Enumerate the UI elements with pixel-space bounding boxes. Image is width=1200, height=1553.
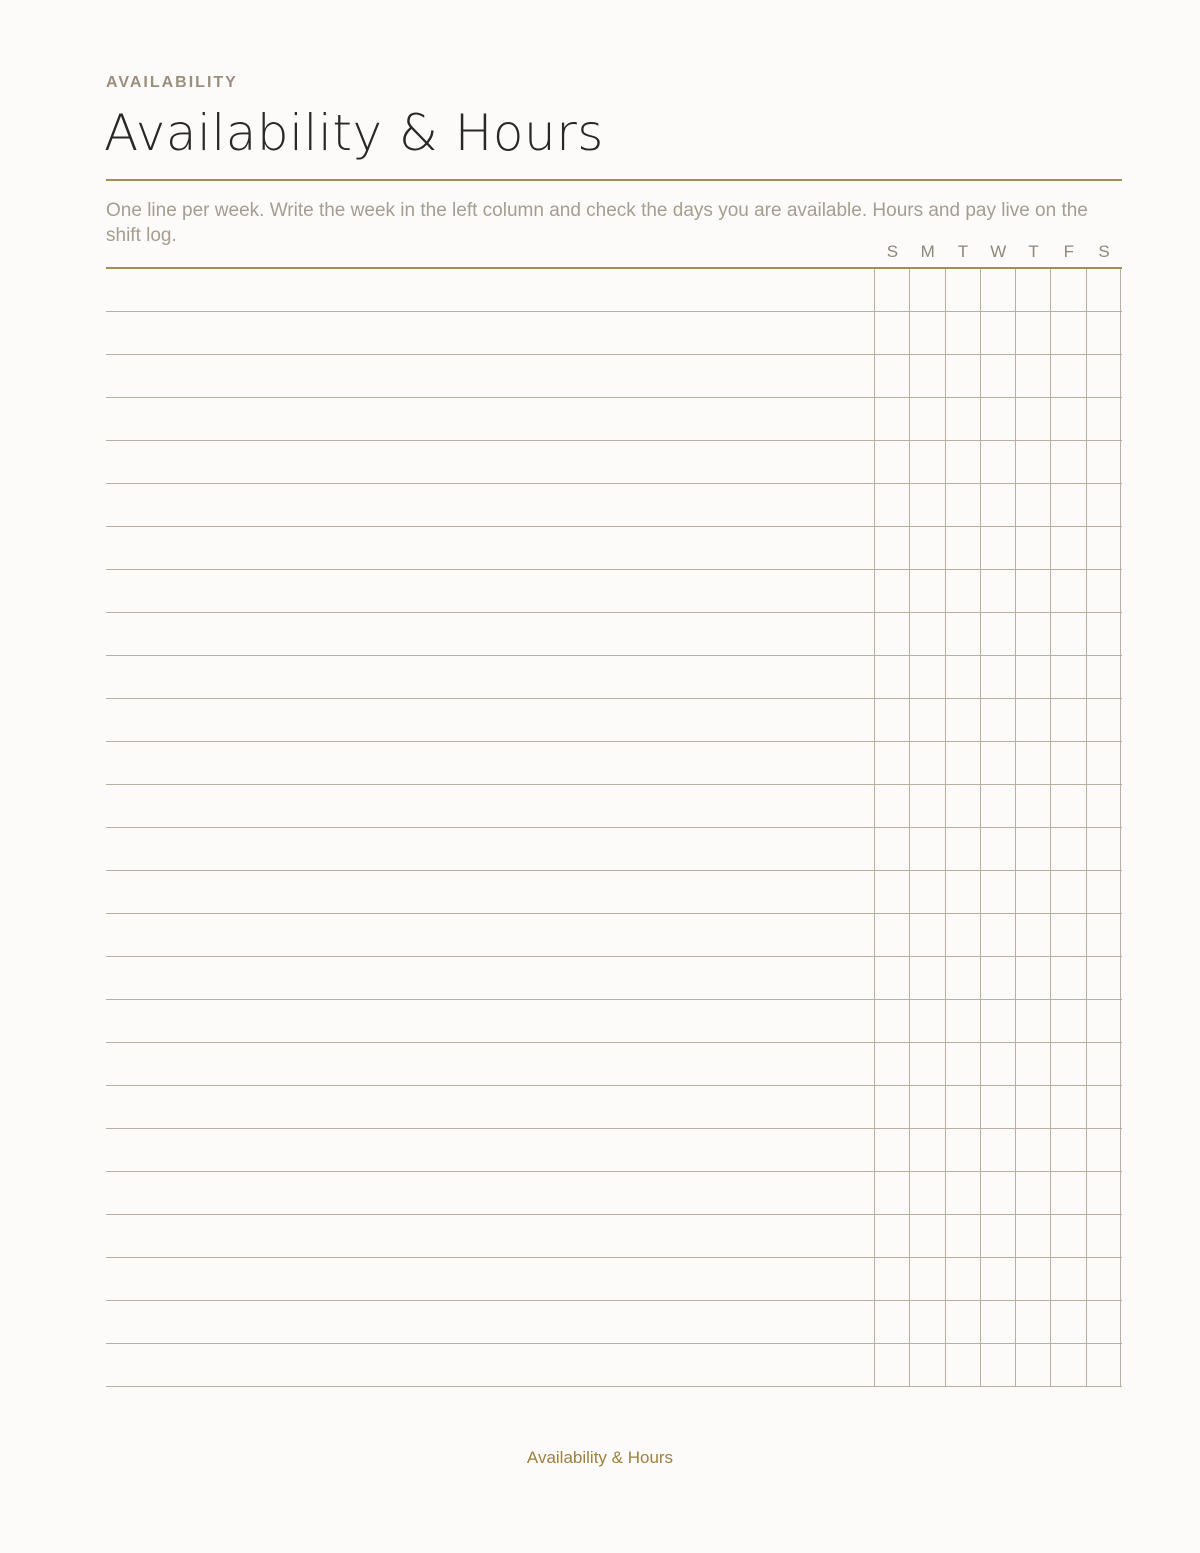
week-entry-field[interactable]	[106, 871, 874, 913]
day-checkbox-cell[interactable]	[1015, 1129, 1050, 1171]
day-checkbox-cell[interactable]	[1015, 1086, 1050, 1128]
day-checkbox-cell[interactable]	[945, 957, 980, 999]
day-checkbox-cell[interactable]	[1050, 570, 1085, 612]
day-checkbox-cell[interactable]	[1015, 1344, 1050, 1386]
day-checkbox-cell[interactable]	[874, 1215, 909, 1257]
day-checkbox-cell[interactable]	[1015, 355, 1050, 397]
day-checkbox-cell[interactable]	[1050, 1086, 1085, 1128]
day-checkbox-cell[interactable]	[909, 656, 944, 698]
day-checkbox-cell[interactable]	[1050, 398, 1085, 440]
day-checkbox-cell[interactable]	[980, 1344, 1015, 1386]
day-checkbox-cell[interactable]	[1015, 871, 1050, 913]
day-checkbox-cell[interactable]	[1015, 1043, 1050, 1085]
day-checkbox-cell[interactable]	[1086, 1129, 1121, 1171]
table-row	[106, 1086, 1122, 1129]
day-checkbox-cell[interactable]	[1086, 1000, 1121, 1042]
day-checkbox-cell[interactable]	[874, 613, 909, 655]
week-entry-field[interactable]	[106, 613, 874, 655]
day-checkbox-cell[interactable]	[1015, 742, 1050, 784]
week-entry-field[interactable]	[106, 828, 874, 870]
day-checkbox-cell[interactable]	[1050, 269, 1085, 311]
day-checkbox-cell[interactable]	[1086, 742, 1121, 784]
day-checkbox-cell[interactable]	[945, 1215, 980, 1257]
day-checkbox-cell[interactable]	[1086, 699, 1121, 741]
day-checkbox-cell[interactable]	[909, 355, 944, 397]
day-checkbox-cell[interactable]	[909, 1301, 944, 1343]
day-checkbox-cell[interactable]	[980, 1086, 1015, 1128]
week-entry-field[interactable]	[106, 957, 874, 999]
day-checkbox-cell[interactable]	[909, 398, 944, 440]
table-row	[106, 1043, 1122, 1086]
table-row	[106, 1258, 1122, 1301]
day-checkbox-cell[interactable]	[1015, 527, 1050, 569]
day-label-fri: F	[1063, 242, 1075, 261]
day-checkbox-cell[interactable]	[1086, 871, 1121, 913]
day-checkbox-cell[interactable]	[1086, 1258, 1121, 1300]
day-checkbox-cell[interactable]	[980, 269, 1015, 311]
day-checkbox-cell[interactable]	[1015, 785, 1050, 827]
day-checkbox-cell[interactable]	[1086, 312, 1121, 354]
week-entry-field[interactable]	[106, 656, 874, 698]
day-checkbox-cell[interactable]	[1050, 1258, 1085, 1300]
day-checkbox-cell[interactable]	[1015, 828, 1050, 870]
day-checkbox-cell[interactable]	[874, 1258, 909, 1300]
day-checkbox-cell[interactable]	[874, 441, 909, 483]
day-checkbox-cell[interactable]	[909, 312, 944, 354]
day-checkbox-cell[interactable]	[1050, 1000, 1085, 1042]
day-checkbox-cell[interactable]	[945, 742, 980, 784]
day-checkbox-cell[interactable]	[874, 699, 909, 741]
day-checkbox-cell[interactable]	[909, 785, 944, 827]
day-checkbox-cell[interactable]	[980, 312, 1015, 354]
day-checkbox-cell[interactable]	[1086, 484, 1121, 526]
day-checkbox-cell[interactable]	[1050, 613, 1085, 655]
table-row	[106, 914, 1122, 957]
day-checkbox-cell[interactable]	[1086, 1043, 1121, 1085]
day-checkbox-cell[interactable]	[909, 269, 944, 311]
day-checkbox-cell[interactable]	[909, 957, 944, 999]
day-checkbox-cell[interactable]	[1086, 355, 1121, 397]
day-checkbox-cell[interactable]	[945, 613, 980, 655]
day-checkbox-cell[interactable]	[945, 1172, 980, 1214]
day-checkbox-cell[interactable]	[909, 828, 944, 870]
day-checkbox-cell[interactable]	[980, 355, 1015, 397]
table-row	[106, 785, 1122, 828]
table-row	[106, 1344, 1122, 1387]
day-checkbox-cell[interactable]	[874, 527, 909, 569]
day-checkbox-cell[interactable]	[980, 527, 1015, 569]
table-row	[106, 828, 1122, 871]
day-checkbox-cell[interactable]	[1015, 1258, 1050, 1300]
table-row	[106, 312, 1122, 355]
day-checkbox-cell[interactable]	[874, 1301, 909, 1343]
page-title: Availability & Hours	[104, 104, 604, 162]
week-entry-field[interactable]	[106, 699, 874, 741]
day-checkbox-cell[interactable]	[1086, 570, 1121, 612]
day-checkbox-cell[interactable]	[1050, 828, 1085, 870]
week-entry-field[interactable]	[106, 1258, 874, 1300]
day-checkbox-cell[interactable]	[980, 785, 1015, 827]
day-checkbox-cell[interactable]	[874, 1129, 909, 1171]
day-checkbox-cell[interactable]	[1086, 1301, 1121, 1343]
day-checkbox-cell[interactable]	[1050, 1344, 1085, 1386]
day-checkbox-cell[interactable]	[874, 914, 909, 956]
day-checkbox-cell[interactable]	[945, 914, 980, 956]
day-checkbox-cell[interactable]	[874, 1043, 909, 1085]
week-entry-field[interactable]	[106, 1129, 874, 1171]
table-row	[106, 1301, 1122, 1344]
day-checkbox-cell[interactable]	[1086, 957, 1121, 999]
day-checkbox-cell[interactable]	[1015, 699, 1050, 741]
week-entry-field[interactable]	[106, 1215, 874, 1257]
intro-text: One line per week. Write the week in the left column and check the days you are available. Hours and pay live on the shift log.	[106, 200, 1088, 246]
day-checkbox-cell[interactable]	[1015, 957, 1050, 999]
day-checkbox-cell[interactable]	[980, 957, 1015, 999]
day-checkbox-cell[interactable]	[1086, 828, 1121, 870]
day-label-thu: T	[1028, 242, 1040, 261]
day-checkbox-cell[interactable]	[945, 312, 980, 354]
day-checkbox-cell[interactable]	[945, 871, 980, 913]
day-checkbox-cell[interactable]	[1050, 785, 1085, 827]
day-checkbox-cell[interactable]	[874, 1086, 909, 1128]
day-checkbox-cell[interactable]	[980, 613, 1015, 655]
day-checkbox-cell[interactable]	[1050, 957, 1085, 999]
day-checkbox-cell[interactable]	[1050, 441, 1085, 483]
day-checkbox-cell[interactable]	[909, 871, 944, 913]
day-checkbox-cell[interactable]	[909, 1000, 944, 1042]
day-checkbox-cell[interactable]	[980, 656, 1015, 698]
day-checkbox-cell[interactable]	[980, 742, 1015, 784]
section-eyebrow: AVAILABILITY	[106, 74, 238, 91]
day-checkbox-cell[interactable]	[1015, 914, 1050, 956]
day-checkbox-cell[interactable]	[874, 957, 909, 999]
day-checkbox-cell[interactable]	[874, 570, 909, 612]
day-checkbox-cell[interactable]	[874, 871, 909, 913]
day-checkbox-cell[interactable]	[909, 1258, 944, 1300]
day-label-wed: W	[990, 242, 1007, 261]
day-checkbox-cell[interactable]	[1050, 312, 1085, 354]
day-checkbox-cell[interactable]	[1050, 1172, 1085, 1214]
day-checkbox-cell[interactable]	[909, 742, 944, 784]
day-checkbox-cell[interactable]	[1050, 484, 1085, 526]
day-checkbox-cell[interactable]	[1050, 1215, 1085, 1257]
day-checkbox-cell[interactable]	[945, 1043, 980, 1085]
day-checkbox-cell[interactable]	[980, 699, 1015, 741]
table-row	[106, 570, 1122, 613]
table-row	[106, 656, 1122, 699]
day-checkbox-cell[interactable]	[874, 742, 909, 784]
day-checkbox-cell[interactable]	[909, 484, 944, 526]
day-checkbox-cell[interactable]	[909, 1086, 944, 1128]
day-checkbox-cell[interactable]	[1015, 570, 1050, 612]
week-entry-field[interactable]	[106, 484, 874, 526]
day-checkbox-cell[interactable]	[945, 785, 980, 827]
week-entry-field[interactable]	[106, 785, 874, 827]
day-checkbox-cell[interactable]	[1015, 1301, 1050, 1343]
day-label-sun: S	[886, 242, 899, 261]
week-entry-field[interactable]	[106, 1043, 874, 1085]
day-checkbox-cell[interactable]	[945, 699, 980, 741]
day-checkbox-cell[interactable]	[909, 914, 944, 956]
day-checkbox-cell[interactable]	[1086, 1344, 1121, 1386]
day-checkbox-cell[interactable]	[980, 1301, 1015, 1343]
table-row	[106, 1129, 1122, 1172]
day-checkbox-cell[interactable]	[980, 828, 1015, 870]
day-checkbox-cell[interactable]	[980, 1215, 1015, 1257]
week-entry-field[interactable]	[106, 742, 874, 784]
week-entry-field[interactable]	[106, 355, 874, 397]
day-checkbox-cell[interactable]	[1086, 441, 1121, 483]
day-checkbox-cell[interactable]	[1086, 269, 1121, 311]
day-checkbox-cell[interactable]	[1086, 613, 1121, 655]
day-checkbox-cell[interactable]	[1050, 355, 1085, 397]
day-checkbox-cell[interactable]	[1050, 656, 1085, 698]
week-entry-field[interactable]	[106, 441, 874, 483]
day-header-row	[875, 242, 1122, 264]
day-checkbox-cell[interactable]	[874, 1000, 909, 1042]
week-entry-field[interactable]	[106, 1000, 874, 1042]
day-checkbox-cell[interactable]	[945, 441, 980, 483]
table-row	[106, 1215, 1122, 1258]
table-row	[106, 871, 1122, 914]
day-checkbox-cell[interactable]	[909, 1129, 944, 1171]
day-checkbox-cell[interactable]	[1050, 742, 1085, 784]
day-checkbox-cell[interactable]	[945, 1000, 980, 1042]
week-entry-field[interactable]	[106, 1086, 874, 1128]
week-entry-field[interactable]	[106, 570, 874, 612]
day-checkbox-cell[interactable]	[1015, 312, 1050, 354]
day-checkbox-cell[interactable]	[1015, 1000, 1050, 1042]
day-label-sat: S	[1098, 242, 1111, 261]
week-entry-field[interactable]	[106, 1344, 874, 1386]
table-row	[106, 527, 1122, 570]
day-checkbox-cell[interactable]	[1086, 398, 1121, 440]
availability-grid	[106, 269, 1122, 1387]
day-checkbox-cell[interactable]	[980, 484, 1015, 526]
table-row	[106, 398, 1122, 441]
page-footer: Availability & Hours	[526, 1448, 674, 1467]
day-checkbox-cell[interactable]	[874, 355, 909, 397]
day-checkbox-cell[interactable]	[874, 785, 909, 827]
day-checkbox-cell[interactable]	[1015, 613, 1050, 655]
day-checkbox-cell[interactable]	[1050, 1043, 1085, 1085]
day-checkbox-cell[interactable]	[1086, 914, 1121, 956]
day-checkbox-cell[interactable]	[945, 269, 980, 311]
day-checkbox-cell[interactable]	[1015, 1172, 1050, 1214]
day-label-tue: T	[957, 242, 969, 261]
day-checkbox-cell[interactable]	[1086, 1086, 1121, 1128]
day-checkbox-cell[interactable]	[909, 441, 944, 483]
day-checkbox-cell[interactable]	[945, 527, 980, 569]
table-row	[106, 355, 1122, 398]
day-checkbox-cell[interactable]	[1086, 1215, 1121, 1257]
day-checkbox-cell[interactable]	[945, 398, 980, 440]
day-checkbox-cell[interactable]	[980, 1172, 1015, 1214]
day-checkbox-cell[interactable]	[1086, 527, 1121, 569]
day-checkbox-cell[interactable]	[1050, 1129, 1085, 1171]
day-checkbox-cell[interactable]	[909, 613, 944, 655]
day-checkbox-cell[interactable]	[1015, 441, 1050, 483]
table-row	[106, 699, 1122, 742]
week-entry-field[interactable]	[106, 527, 874, 569]
day-checkbox-cell[interactable]	[980, 914, 1015, 956]
day-checkbox-cell[interactable]	[980, 1258, 1015, 1300]
day-checkbox-cell[interactable]	[945, 570, 980, 612]
day-checkbox-cell[interactable]	[909, 1344, 944, 1386]
week-entry-field[interactable]	[106, 914, 874, 956]
table-row	[106, 441, 1122, 484]
day-checkbox-cell[interactable]	[945, 355, 980, 397]
table-row	[106, 957, 1122, 1000]
day-checkbox-cell[interactable]	[980, 441, 1015, 483]
day-checkbox-cell[interactable]	[874, 398, 909, 440]
day-checkbox-cell[interactable]	[874, 269, 909, 311]
week-entry-field[interactable]	[106, 1172, 874, 1214]
day-checkbox-cell[interactable]	[1015, 269, 1050, 311]
table-row	[106, 613, 1122, 656]
day-checkbox-cell[interactable]	[980, 1000, 1015, 1042]
day-checkbox-cell[interactable]	[874, 312, 909, 354]
day-checkbox-cell[interactable]	[945, 1301, 980, 1343]
week-entry-field[interactable]	[106, 269, 874, 311]
day-checkbox-cell[interactable]	[874, 656, 909, 698]
day-checkbox-cell[interactable]	[874, 828, 909, 870]
table-row	[106, 484, 1122, 527]
day-checkbox-cell[interactable]	[874, 484, 909, 526]
day-checkbox-cell[interactable]	[945, 1344, 980, 1386]
day-checkbox-cell[interactable]	[980, 871, 1015, 913]
day-checkbox-cell[interactable]	[945, 1258, 980, 1300]
day-checkbox-cell[interactable]	[909, 1043, 944, 1085]
day-checkbox-cell[interactable]	[980, 1043, 1015, 1085]
week-entry-field[interactable]	[106, 398, 874, 440]
day-checkbox-cell[interactable]	[909, 699, 944, 741]
day-checkbox-cell[interactable]	[980, 570, 1015, 612]
week-entry-field[interactable]	[106, 312, 874, 354]
day-checkbox-cell[interactable]	[909, 1215, 944, 1257]
day-checkbox-cell[interactable]	[909, 1172, 944, 1214]
day-checkbox-cell[interactable]	[980, 398, 1015, 440]
table-row	[106, 1000, 1122, 1043]
day-checkbox-cell[interactable]	[945, 484, 980, 526]
day-label-mon: M	[920, 242, 936, 261]
day-checkbox-cell[interactable]	[945, 1129, 980, 1171]
day-checkbox-cell[interactable]	[1086, 1172, 1121, 1214]
day-checkbox-cell[interactable]	[874, 1344, 909, 1386]
day-checkbox-cell[interactable]	[1015, 656, 1050, 698]
day-checkbox-cell[interactable]	[1086, 656, 1121, 698]
day-checkbox-cell[interactable]	[1015, 484, 1050, 526]
day-checkbox-cell[interactable]	[874, 1172, 909, 1214]
day-checkbox-cell[interactable]	[945, 656, 980, 698]
table-row	[106, 1172, 1122, 1215]
day-checkbox-cell[interactable]	[1050, 527, 1085, 569]
day-checkbox-cell[interactable]	[1050, 1301, 1085, 1343]
table-row	[106, 269, 1122, 312]
day-checkbox-cell[interactable]	[909, 570, 944, 612]
day-checkbox-cell[interactable]	[909, 527, 944, 569]
week-entry-field[interactable]	[106, 1301, 874, 1343]
day-checkbox-cell[interactable]	[945, 828, 980, 870]
day-checkbox-cell[interactable]	[1050, 871, 1085, 913]
day-checkbox-cell[interactable]	[1050, 914, 1085, 956]
day-checkbox-cell[interactable]	[1086, 785, 1121, 827]
title-divider	[106, 179, 1122, 181]
day-checkbox-cell[interactable]	[1015, 1215, 1050, 1257]
day-checkbox-cell[interactable]	[1050, 699, 1085, 741]
day-checkbox-cell[interactable]	[945, 1086, 980, 1128]
table-row	[106, 742, 1122, 785]
day-checkbox-cell[interactable]	[980, 1129, 1015, 1171]
day-checkbox-cell[interactable]	[1015, 398, 1050, 440]
